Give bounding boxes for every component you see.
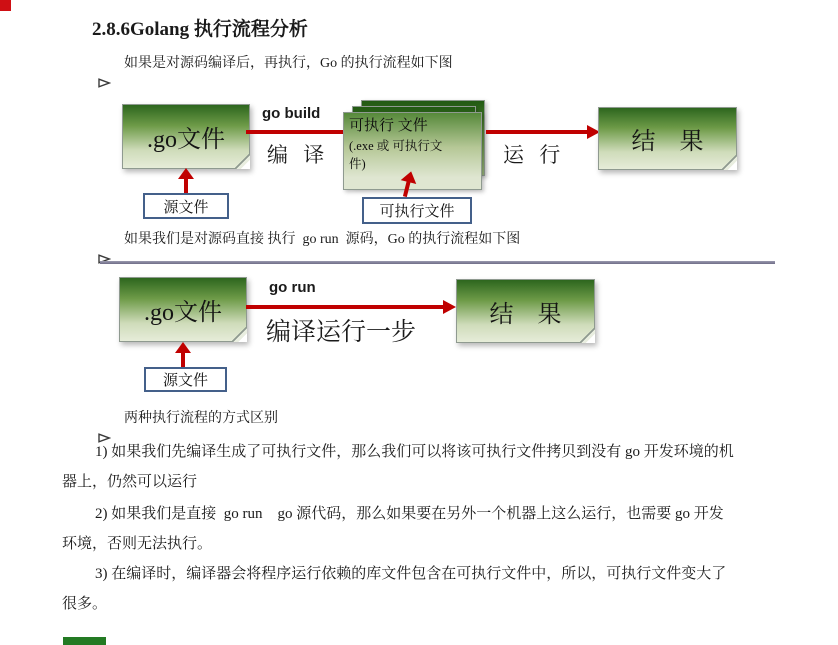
paragraph-3-line-2: 很多。 (62, 596, 108, 612)
executable-note-line-2: (.exe 或 可执行文 (349, 139, 443, 153)
executable-note-line-3: 件) (349, 157, 366, 171)
paragraph-3-line-1: 3) 在编译时，编译器会将程序运行依赖的库文件包含在可执行文件中，所以，可执行文件变大了 (95, 566, 727, 582)
run-label: 运 行 (503, 143, 566, 167)
result-note-text: 结 果 (631, 129, 713, 155)
executable-label-text: 可执行文件 (379, 204, 455, 220)
bullet-text-3: 两种执行流程的方式区别 (124, 411, 278, 426)
compile-label: 编 译 (267, 143, 330, 167)
go-file-note (122, 104, 250, 169)
paragraph-2-line-2: 环境，否则无法执行。 (62, 536, 213, 552)
go-file-note-text: .go文件 (147, 127, 225, 153)
folded-corner-icon (722, 155, 737, 170)
executable-note-line-1: 可执行 文件 (349, 118, 428, 134)
go-file-note-text: .go文件 (144, 300, 222, 326)
compile-run-one-step-label: 编译运行一步 (266, 319, 417, 346)
bottom-green-bar (63, 637, 106, 645)
go-build-label: go build (262, 105, 321, 122)
paragraph-1-line-2: 器上，仍然可以运行 (62, 474, 198, 490)
result-note (456, 279, 595, 343)
source-up-arrow-icon (175, 342, 191, 367)
source-up-arrow-icon (178, 168, 194, 193)
bullet-arrow-icon (74, 58, 111, 112)
source-file-labelbox (144, 367, 227, 392)
bullet-text-1: 如果是对源码编译后，再执行，Go 的执行流程如下图 (124, 56, 453, 71)
paragraph-2-line-1: 2) 如果我们是直接 go run go 源代码，那么如果要在另外一个机器上这么运行，也需要 go 开发 (95, 506, 724, 522)
source-file-label-text: 源文件 (163, 199, 209, 216)
section-title: 2.8.6Golang 执行流程分析 (92, 19, 308, 40)
result-note-text: 结 果 (489, 301, 571, 328)
section-divider (100, 261, 775, 264)
source-file-label-text: 源文件 (162, 373, 208, 389)
body-paragraphs (62, 437, 802, 619)
corner-red-mark (0, 0, 11, 11)
folded-corner-icon (235, 154, 250, 169)
folded-corner-icon (580, 328, 595, 343)
go-file-note (119, 277, 247, 342)
result-note (598, 107, 737, 170)
bullet-text-2: 如果我们是对源码直接 执行 go run 源码，Go 的执行流程如下图 (124, 232, 521, 247)
executable-labelbox (362, 197, 472, 224)
folded-corner-icon (232, 327, 247, 342)
run-arrow-icon (486, 125, 600, 139)
source-file-labelbox (143, 193, 229, 219)
go-run-label: go run (269, 279, 316, 296)
paragraph-1-line-1: 1) 如果我们先编译生成了可执行文件，那么我们可以将该可执行文件拷贝到没有 go 开发环境的机 (95, 444, 734, 460)
